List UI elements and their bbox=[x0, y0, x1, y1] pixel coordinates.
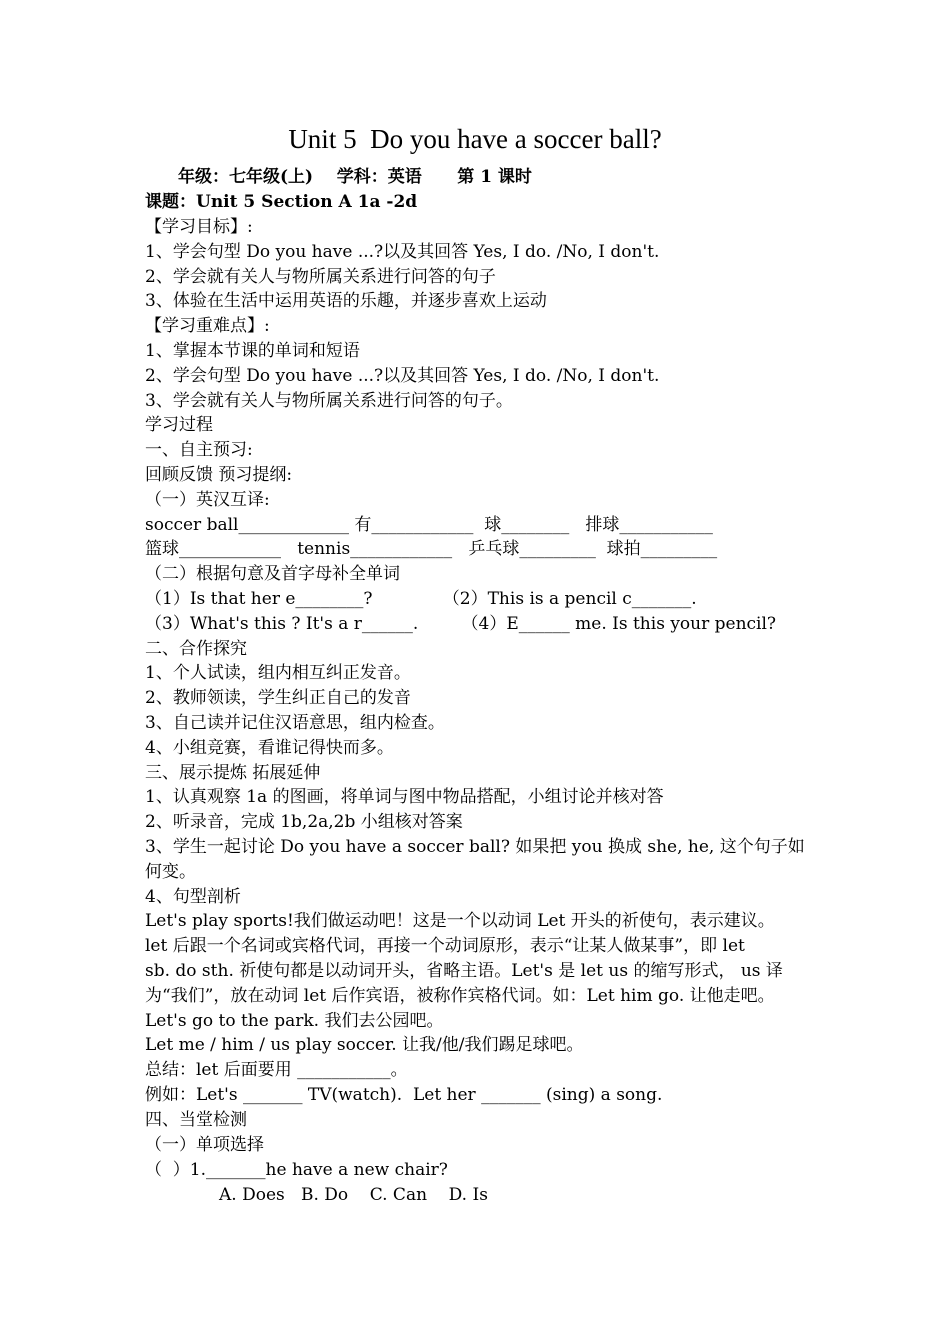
section-heading: 一、自主预习: bbox=[145, 440, 253, 460]
example-line: 例如：Let's _______ TV(watch). Let her _______ (sing) a song. bbox=[145, 1085, 663, 1105]
page-title: Unit 5 Do you have a soccer ball? bbox=[288, 124, 662, 154]
fill-row: （1）Is that her e________? （2）This is a pencil c_______. bbox=[145, 589, 697, 609]
coop-item: 1、个人试读，组内相互纠正发音。 bbox=[145, 663, 411, 683]
vocab-row: 篮球____________ tennis____________ 乒乓球_________ 球拍_________ bbox=[145, 539, 718, 559]
analysis-paragraph: sb. do sth. 祈使句都是以动词开头，省略主语。Let's 是 let us 的缩写形式， us 译 bbox=[145, 961, 783, 981]
key-point-item: 3、学会就有关人与物所属关系进行问答的句子。 bbox=[145, 391, 513, 411]
goal-item: 3、体验在生活中运用英语的乐趣，并逐步喜欢上运动 bbox=[145, 291, 547, 311]
section-heading: 二、合作探究 bbox=[145, 639, 247, 659]
key-point-item: 2、学会句型 Do you have ...?以及其回答 Yes, I do. /No, I don't. bbox=[145, 366, 660, 386]
lesson-line: 课题：Unit 5 Section A 1a -2d bbox=[145, 192, 418, 212]
key-points-heading: 【学习重难点】: bbox=[145, 316, 270, 336]
show-item-continued: 何变。 bbox=[145, 862, 196, 882]
question-item: （ ）1._______he have a new chair? bbox=[145, 1160, 448, 1180]
analysis-paragraph: let 后跟一个名词或宾格代词，再接一个动词原形，表示“让某人做某事”，即 let bbox=[145, 936, 745, 956]
part-heading: （一）英汉互译: bbox=[145, 490, 270, 510]
section-heading: 四、当堂检测 bbox=[145, 1110, 247, 1130]
key-point-item: 1、掌握本节课的单词和短语 bbox=[145, 341, 360, 361]
part-heading: （二）根据句意及首字母补全单词 bbox=[145, 564, 400, 584]
review-line: 回顾反馈 预习提纲: bbox=[145, 465, 293, 485]
analysis-paragraph: Let's play sports!我们做运动吧！这是一个以动词 Let 开头的祈使句，表示建议。 bbox=[145, 911, 775, 931]
analysis-paragraph: Let me / him / us play soccer. 让我/他/我们踢足球吧。 bbox=[145, 1035, 584, 1055]
question-options: A. Does B. Do C. Can D. Is bbox=[219, 1185, 488, 1205]
analysis-paragraph: Let's go to the park. 我们去公园吧。 bbox=[145, 1011, 444, 1031]
process-heading: 学习过程 bbox=[145, 415, 213, 435]
part-heading: （一）单项选择 bbox=[145, 1135, 264, 1155]
vocab-row: soccer ball_____________ 有____________ 球________ 排球___________ bbox=[145, 515, 713, 535]
goal-item: 1、学会句型 Do you have ...?以及其回答 Yes, I do. /No, I don't. bbox=[145, 242, 660, 262]
show-item: 3、学生一起讨论 Do you have a soccer ball? 如果把 you 换成 she, he, 这个句子如 bbox=[145, 837, 805, 857]
summary-line: 总结：let 后面要用 ___________。 bbox=[145, 1060, 408, 1080]
coop-item: 4、小组竞赛，看谁记得快而多。 bbox=[145, 738, 394, 758]
section-heading: 三、展示提炼 拓展延伸 bbox=[145, 763, 321, 783]
goals-heading: 【学习目标】: bbox=[145, 217, 253, 237]
show-item: 4、句型剖析 bbox=[145, 887, 241, 907]
goal-item: 2、学会就有关人与物所属关系进行问答的句子 bbox=[145, 267, 496, 287]
analysis-paragraph: 为“我们”，放在动词 let 后作宾语，被称作宾格代词。如：Let him go. 让他走吧。 bbox=[145, 986, 775, 1006]
meta-line: 年级：七年级(上) 学科：英语 第 1 课时 bbox=[178, 167, 532, 187]
show-item: 2、听录音，完成 1b,2a,2b 小组核对答案 bbox=[145, 812, 463, 832]
show-item: 1、认真观察 1a 的图画，将单词与图中物品搭配，小组讨论并核对答 bbox=[145, 787, 664, 807]
coop-item: 2、教师领读，学生纠正自己的发音 bbox=[145, 688, 411, 708]
coop-item: 3、自己读并记住汉语意思，组内检查。 bbox=[145, 713, 445, 733]
fill-row: （3）What's this ? It's a r______. （4）E______ me. Is this your pencil? bbox=[145, 614, 777, 634]
